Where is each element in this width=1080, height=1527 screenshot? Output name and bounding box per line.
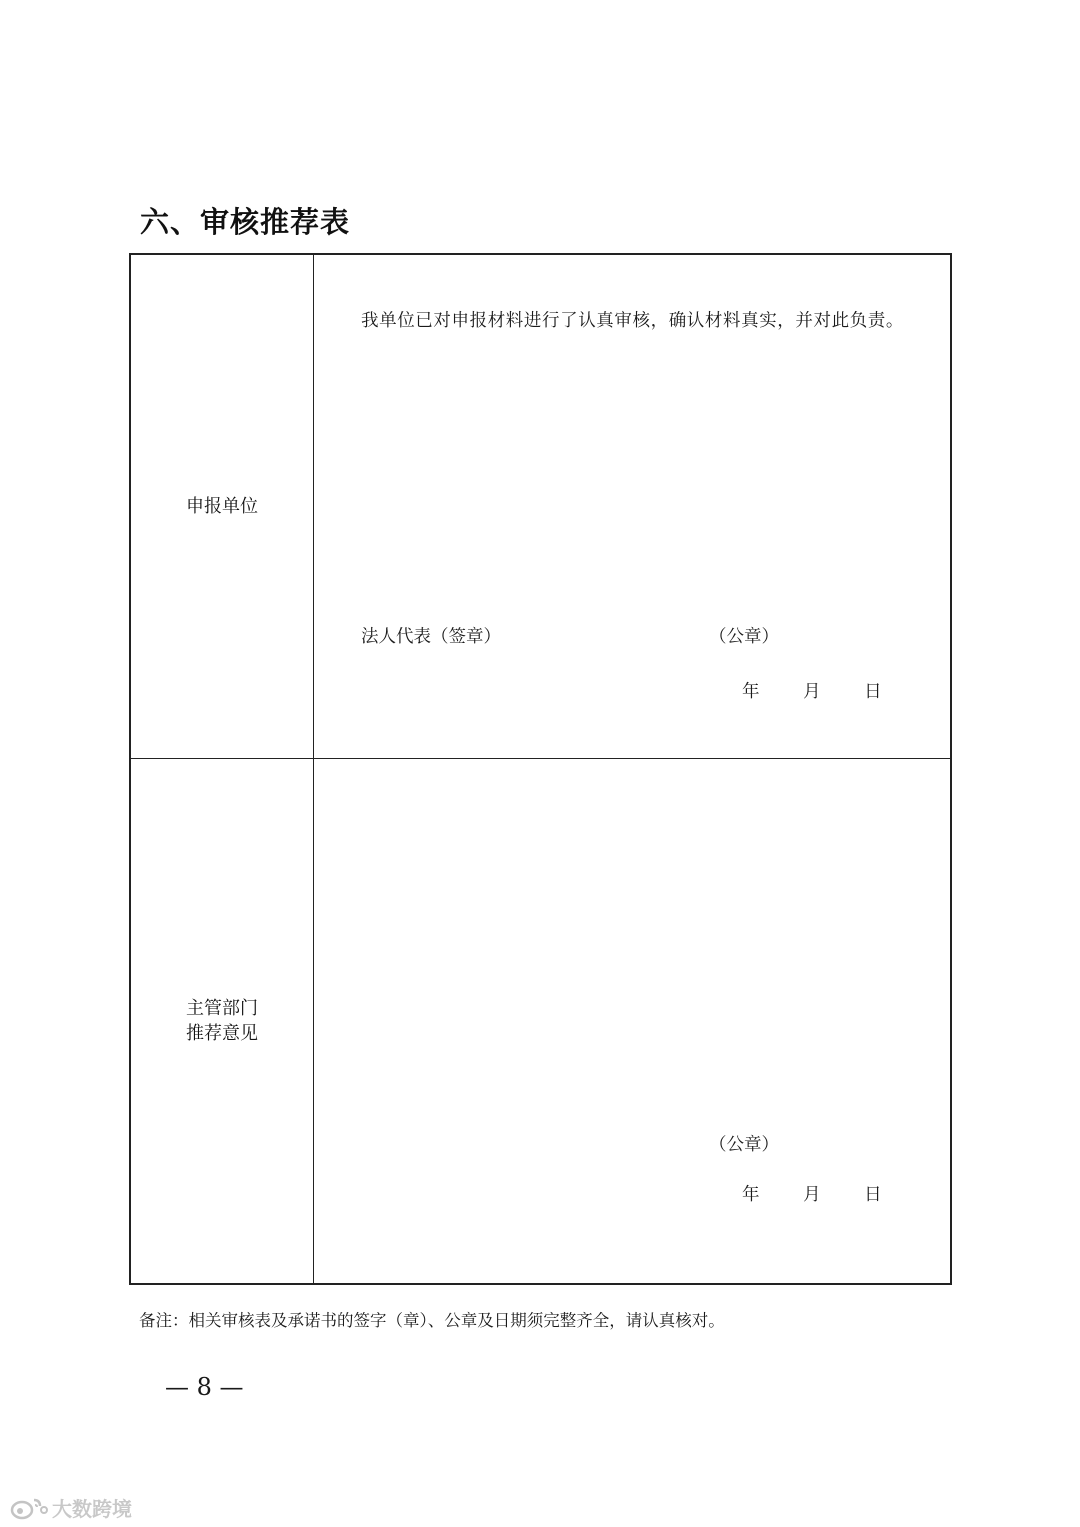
date-day: 日 — [864, 682, 882, 702]
watermark-text: 大数跨境 — [52, 1497, 132, 1521]
authority-content-cell — [314, 759, 950, 1283]
weibo-logo-icon — [10, 1496, 48, 1520]
section-title: 六、审核推荐表 — [140, 205, 351, 239]
authority-date — [742, 1181, 882, 1206]
date-year: 年 — [742, 682, 760, 702]
footnote: 备注：相关审核表及承诺书的签字（章）、公章及日期须完整齐全，请认真核对。 — [139, 1311, 725, 1330]
applicant-content-cell — [314, 255, 950, 758]
applicant-label-cell — [131, 255, 314, 758]
authority-seal-label: （公章） — [709, 1135, 779, 1155]
watermark — [10, 1493, 132, 1522]
date-year: 年 — [742, 1185, 760, 1205]
applicant-label: 申报单位 — [186, 496, 258, 517]
date-day: 日 — [864, 1185, 882, 1205]
date-month: 月 — [803, 1185, 821, 1205]
date-month: 月 — [803, 682, 821, 702]
review-table — [129, 253, 952, 1285]
authority-label-cell — [131, 759, 314, 1283]
applicant-statement: 我单位已对申报材料进行了认真审核，确认材料真实，并对此负责。 — [361, 311, 904, 331]
page-number: — 8 — — [165, 1373, 244, 1401]
table-row-authority — [131, 759, 950, 1283]
applicant-seal-label: （公章） — [709, 627, 779, 647]
legal-rep-signature-label: 法人代表（签章） — [361, 627, 501, 647]
table-row-applicant — [131, 255, 950, 759]
authority-label-line1: 主管部门 — [186, 998, 258, 1019]
authority-label-line2: 推荐意见 — [186, 1023, 258, 1044]
applicant-date — [742, 678, 882, 703]
